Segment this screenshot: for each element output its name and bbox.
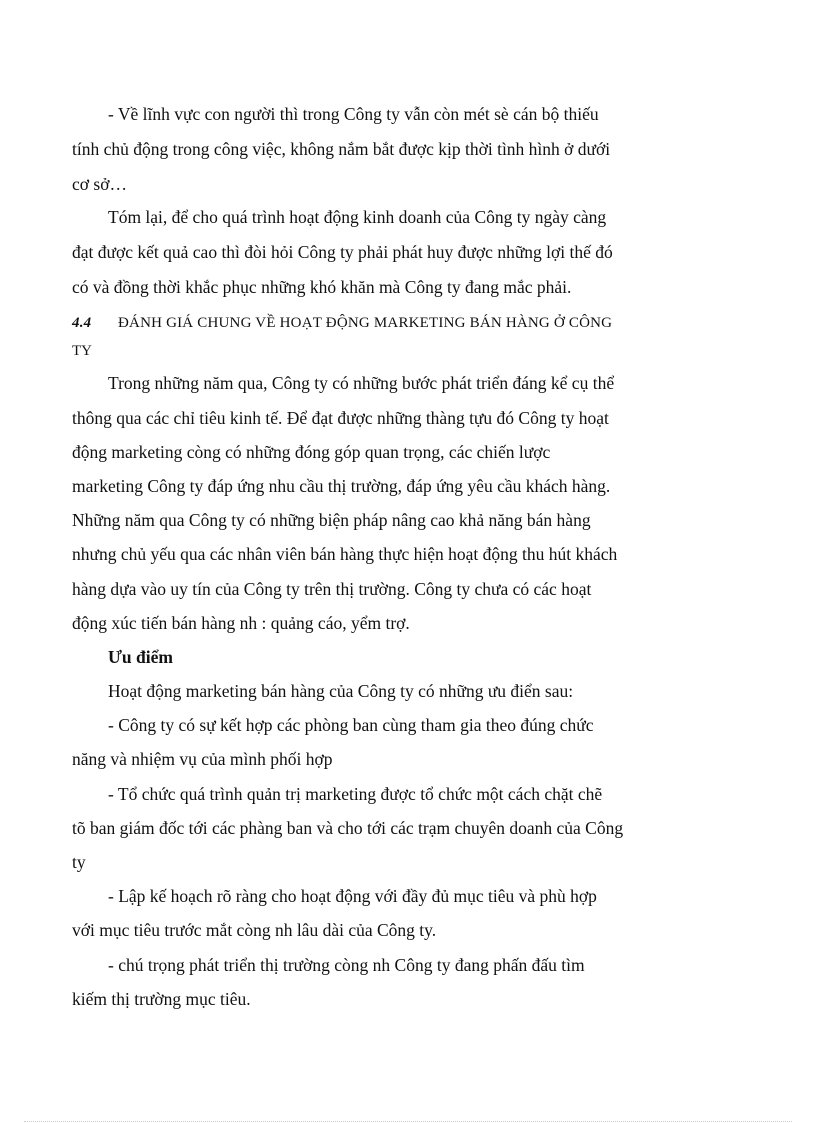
paragraph-line: có và đồng thời khắc phục những khó khăn mà Công ty đang mắc phải. [72, 277, 572, 297]
section-title-continued: TY [72, 343, 92, 359]
paragraph-line: cơ sở… [72, 174, 127, 194]
paragraph-line: động xúc tiến bán hàng nh : quảng cáo, yểm trợ. [72, 613, 410, 633]
bullet-line: tõ ban giám đốc tới các phàng ban và cho tới các trạm chuyên doanh của Công [72, 818, 624, 838]
paragraph-line: động marketing còng có những đóng góp quan trọng, các chiến lược [72, 442, 551, 462]
paragraph-line: - Về lĩnh vực con người thì trong Công ty vẫn còn mét sè cán bộ thiếu [108, 104, 599, 124]
paragraph-line: hàng dựa vào uy tín của Công ty trên thị trường. Công ty chưa có các hoạt [72, 579, 592, 599]
section-heading [72, 313, 612, 333]
bullet-line: năng và nhiệm vụ của mình phối hợp [72, 749, 333, 769]
paragraph-line: Những năm qua Công ty có những biện pháp nâng cao khả năng bán hàng [72, 510, 591, 530]
paragraph-line: marketing Công ty đáp ứng nhu cầu thị trường, đáp ứng yêu cầu khách hàng. [72, 476, 611, 496]
paragraph-line: tính chủ động trong công việc, không nắm bắt được kịp thời tình hình ở dưới [72, 139, 611, 159]
bullet-line: ty [72, 852, 86, 872]
subheading: Ưu điểm [108, 647, 173, 667]
paragraph-line: Tóm lại, để cho quá trình hoạt động kinh doanh của Công ty ngày càng [108, 207, 607, 227]
paragraph-line: đạt được kết quả cao thì đòi hỏi Công ty phải phát huy được những lợi thế đó [72, 242, 613, 262]
bullet-line: - chú trọng phát triển thị trường còng nh Công ty đang phấn đấu tìm [108, 955, 585, 975]
paragraph-line: nhưng chủ yếu qua các nhân viên bán hàng thực hiện hoạt động thu hút khách [72, 544, 618, 564]
bullet-line: với mục tiêu trước mắt còng nh lâu dài của Công ty. [72, 920, 437, 940]
paragraph-line: Hoạt động marketing bán hàng của Công ty có những ưu điển sau: [108, 681, 574, 701]
page-bottom-divider [24, 1121, 792, 1122]
paragraph-line: thông qua các chỉ tiêu kinh tế. Để đạt được những thàng tựu đó Công ty hoạt [72, 408, 609, 428]
bullet-line: kiếm thị trường mục tiêu. [72, 989, 251, 1009]
section-number: 4.4 [72, 315, 92, 331]
bullet-line: - Lập kế hoạch rõ ràng cho hoạt động với đầy đủ mục tiêu và phù hợp [108, 886, 597, 906]
paragraph-line: Trong những năm qua, Công ty có những bước phát triển đáng kể cụ thể [108, 373, 615, 393]
bullet-line: - Công ty có sự kết hợp các phòng ban cùng tham gia theo đúng chức [108, 715, 594, 735]
bullet-line: - Tổ chức quá trình quản trị marketing được tổ chức một cách chặt chẽ [108, 784, 603, 804]
section-title: ĐÁNH GIÁ CHUNG VỀ HOẠT ĐỘNG MARKETING BÁN HÀNG Ở CÔNG [118, 315, 613, 331]
